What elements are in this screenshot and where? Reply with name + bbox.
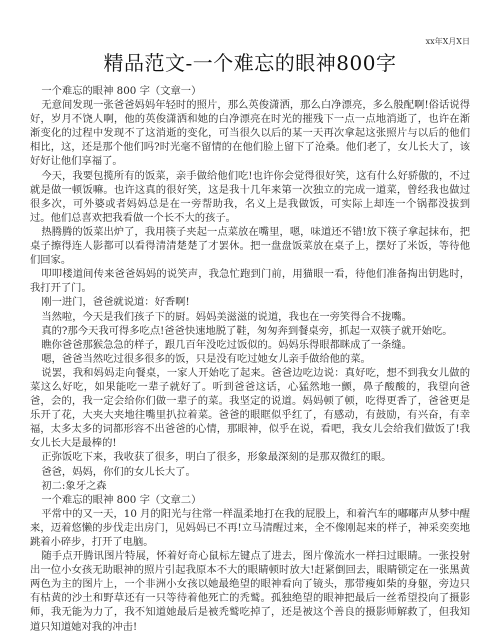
paragraph: 随手点开腾讯图片特展，怀着好奇心鼠标左键点了进去，图片像流水一样扫过眼睛。一张投射出一位小女孩无助眼神的照片引起我原本不大的眼睛顿时放大!赶紧倒回去，眼睛锁定在一张黑黄两色为主的图片上，一个非洲小女孩以她最绝望的眼神看向了镜头，那带瘦如柴的身躯，旁边只有枯黄的沙土和野草还有一只等待着他死亡的秃鹫。孤独绝望的眼神把最后一丝希望投向了摄影师，我无能为力了，我不知道她最后是被秃鹫吃掉了，还是被这个善良的摄影师解救了，但我知道只知道她对我的冲击! [30, 550, 470, 633]
paragraph: 嗯，爸爸当然吃过很多很多的饭，只是没有吃过她女儿亲手做给他的菜。 [41, 352, 371, 365]
paragraph: 初二:象牙之森 [41, 479, 107, 492]
paragraph: 热腾腾的饭菜出炉了，我用筷子夹起一点菜放在嘴里，嗯，味道还不错!放下筷子拿起抹布，把桌子擦得连人影都可以看得清清楚楚了才罢休。把一盘盘饭菜放在桌子上，摆好了米饭，等待他们回家。 [30, 225, 470, 267]
paragraph: 刚一进门，爸爸就说道：好香啊! [41, 296, 190, 309]
paragraph: 当然啦，今天是我们孩子下的厨。妈妈美滋滋的说道，我也在一旁笑得合不拢嘴。 [41, 310, 413, 323]
paragraph: 今天，我要包揽所有的饭菜，亲手做给他们吃!也许你会觉得很好笑，这有什么好骄傲的，不过就是做一顿饭嘛。也许这真的很好笑，这是我十几年来第一次独立的完成一道菜，曾经我也做过很多次，可外婆或者妈妈总是在一旁帮助我，名义上是我做饭，可实际上却连一个锅都没拔到过。他们总喜欢把我看做一个长不大的孩子。 [30, 169, 470, 224]
paragraph: 爸爸，妈妈，你们的女儿长大了。 [41, 465, 196, 478]
paragraph: 正弥饭吃下来，我收获了很多，明白了很多，形象最深刻的是那双微红的眼。 [41, 451, 392, 464]
document-body [30, 84, 470, 634]
paragraph: 一个难忘的眼神 800 字（文章一） [41, 85, 202, 97]
paragraph: 无意间发现一张爸爸妈妈年轻时的照片，那么英俊潇洒，那么白净漂亮，多么般配啊!俗话说得好，岁月不饶人啊，他的英俊潇洒和她的白净漂亮在时光的摧残下一点一点地消逝了，也许在渐渐变化的过程中发现不了这消逝的变化，可当很久以后的某一天再次拿起这张照片与以后的他们相比，这，还是那个他们吗?时光毫不留情的在他们脸上留下了沧桑。他们老了，女儿长大了，该好好让他们享福了。 [30, 99, 470, 168]
document-date: xx年X月X日 [425, 37, 470, 46]
paragraph: 瞧你爸爸那猴急急的样子，跟几百年没吃过饭似的。妈妈乐得眼都眯成了一条缝。 [41, 338, 413, 351]
paragraph: 说罢，我和妈妈走向餐桌，一家人开始吃了起来。爸爸边吃边说：真好吃，想不到我女儿做的菜这么好吃，如果能吃一辈子就好了。听到爸爸这话，心猛然地一颤，鼻子酸酸的，我望向爸爸，会的，我一定会给你们做一辈子的菜。我坚定的说道。妈妈顿了顿，吃得更香了，爸爸更是乐开了花，大夹大夹地往嘴里扒拉着菜。爸爸的眼眶似乎红了，有感动，有鼓励，有兴奋，有幸福，太多太多的词都形容不出爸爸的心情，那眼神，似乎在说，看吧，我女儿会给我们做饭了!我女儿长大是最棒的! [30, 366, 470, 450]
document-title: 精品范文-一个难忘的眼神800字 [103, 51, 397, 75]
paragraph: 真的?那今天我可得多吃点!爸爸快速地脱了鞋，匆匆奔到餐桌旁，抓起一双筷子就开始吃。 [41, 324, 453, 337]
paragraph: 一个难忘的眼神 800 字（文章二） [41, 493, 202, 506]
paragraph: 平常中的又一天，10 月的阳光与往常一样温柔地打在我的屁股上，和着汽车的嘟嘟声从梦中醒来，迈着悠懒的步伐走出房门，见妈妈已不再!立马清醒过来，全不像刚起来的样子，神采奕奕地跳着小碎步，打开了电脑。 [30, 507, 470, 548]
paragraph: 叩叩楼道间传来爸爸妈妈的说笑声，我急忙跑到门前，用猫眼一看，待他们准备掏出钥匙时，我打开了门。 [30, 268, 470, 295]
